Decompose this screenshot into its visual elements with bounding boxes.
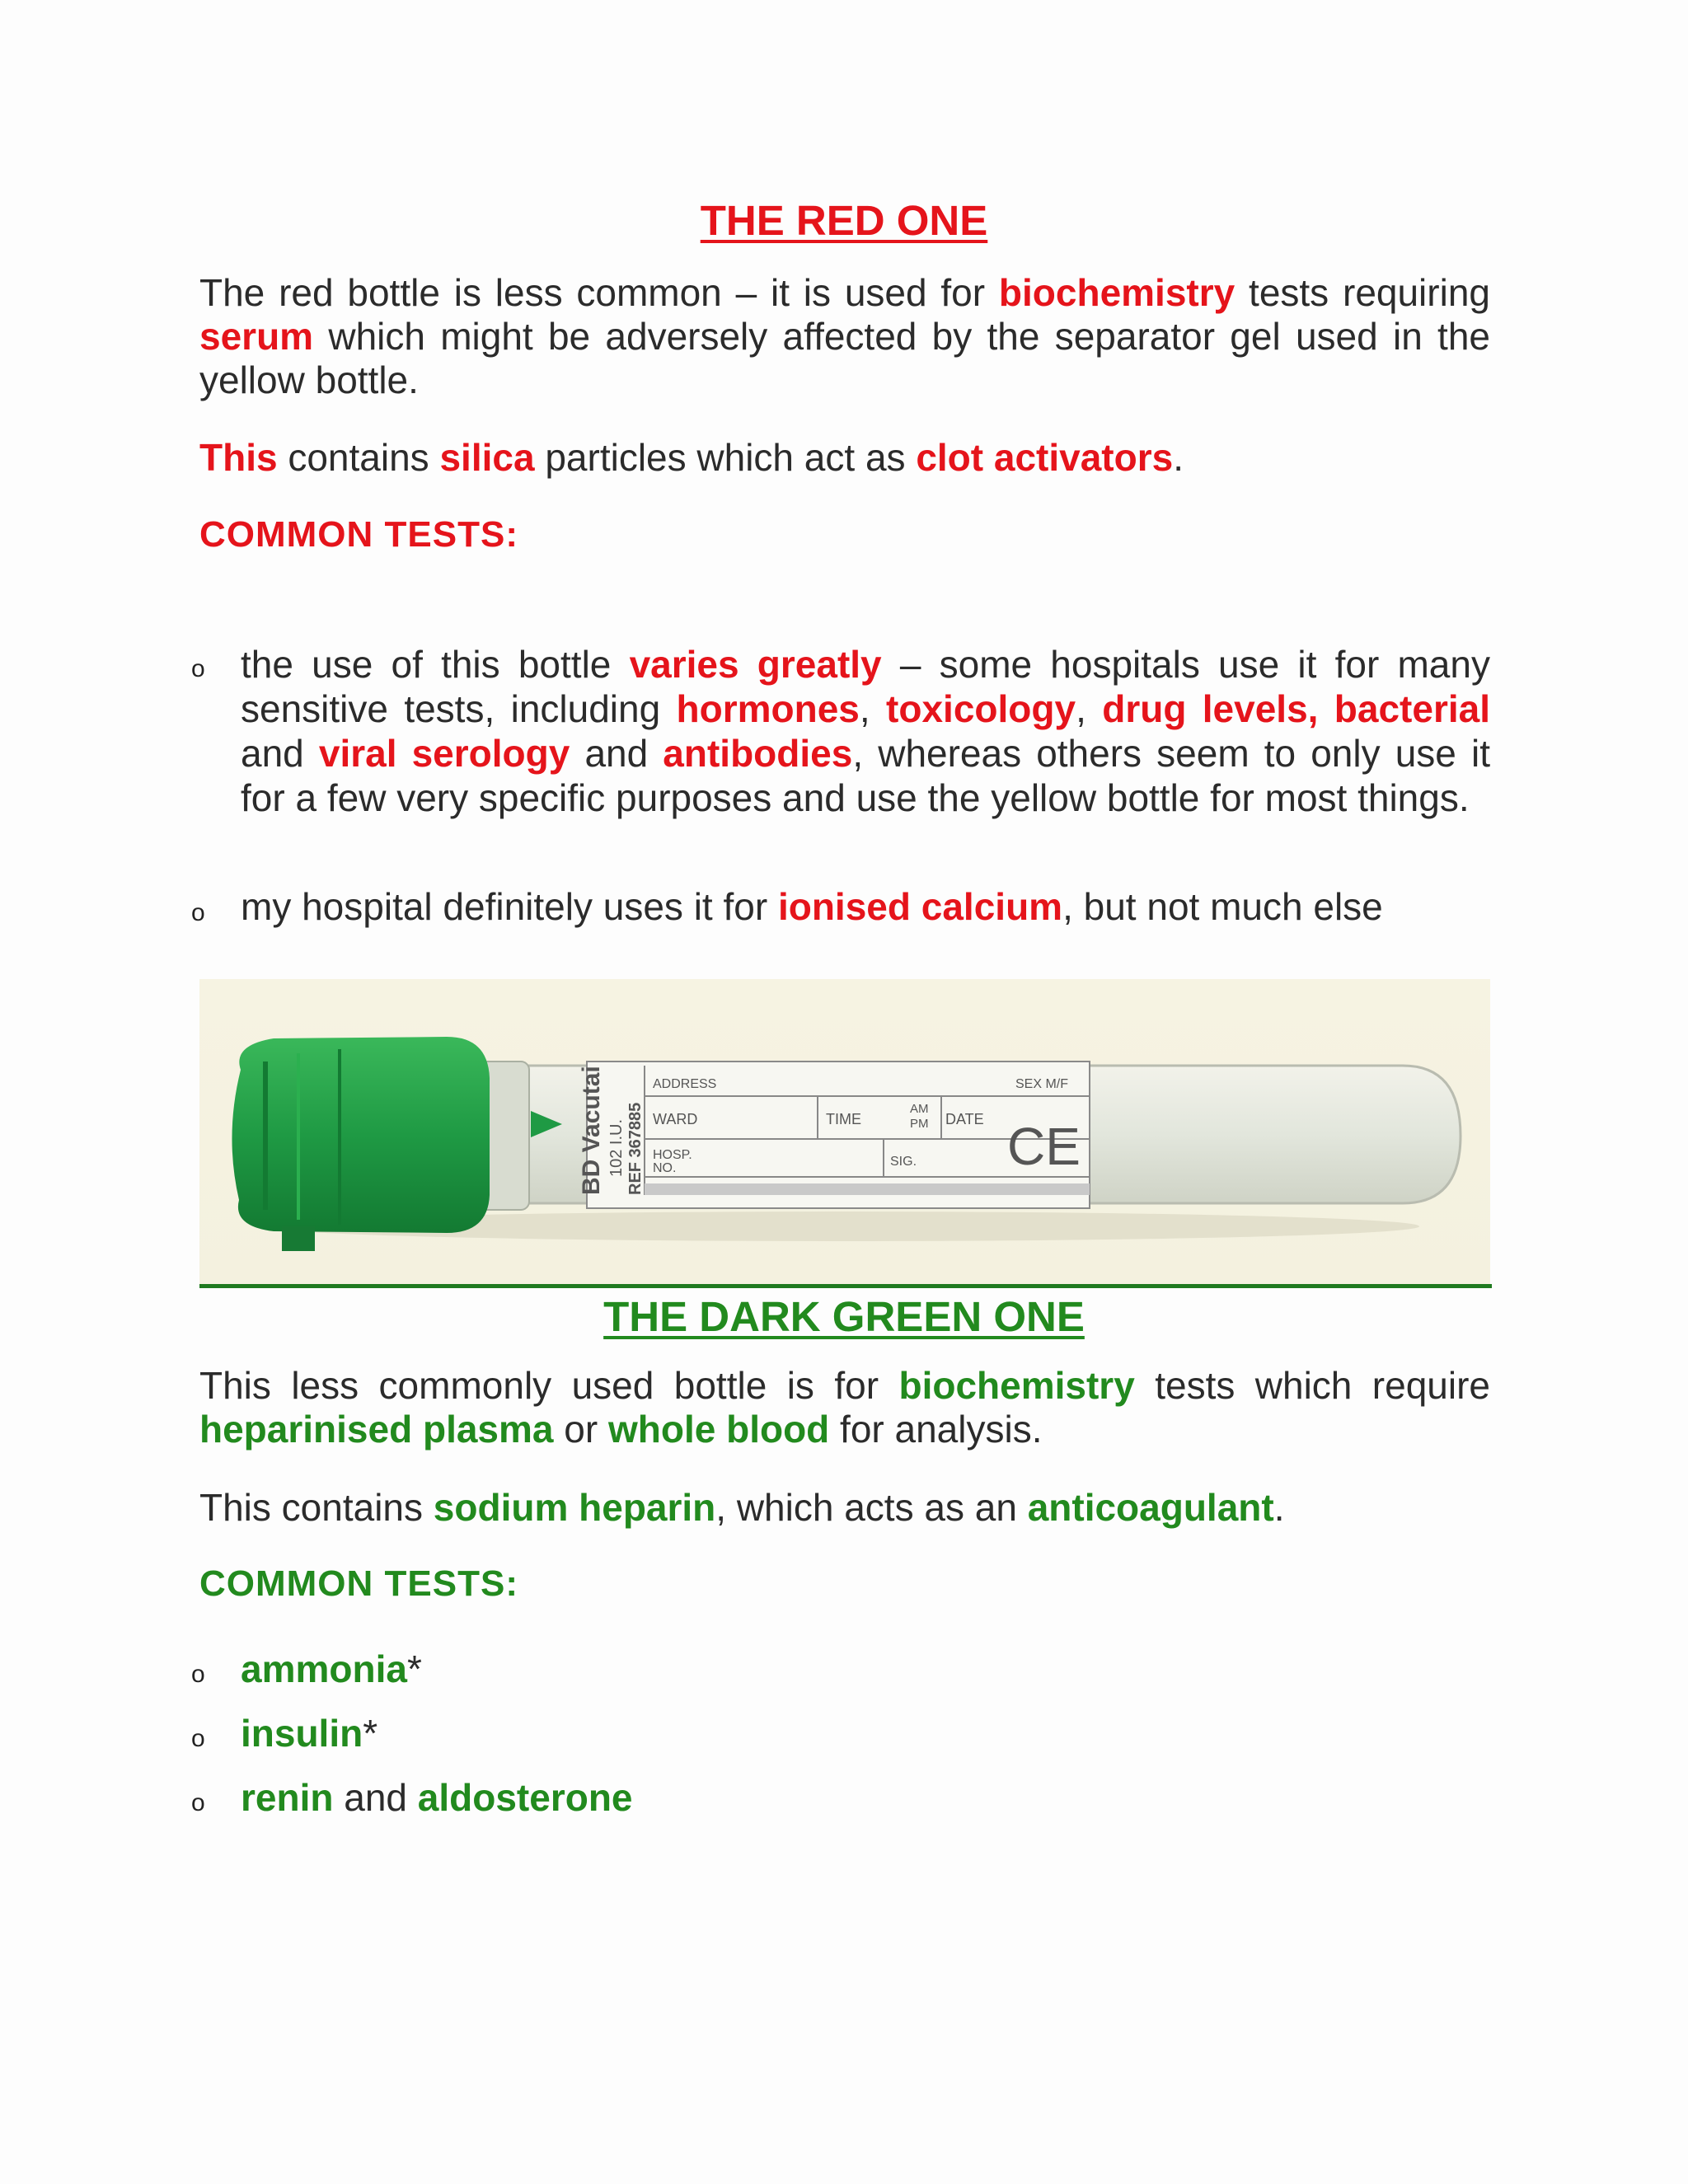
red-test-item-1: the use of this bottle varies greatly – some hospitals use it for many sensitive tests, including hormones, toxicology, drug levels, bacterial and viral serology and antibodies, whereas others seem to only use it for a few very specific purposes and use the yellow bottle for most things. — [241, 643, 1491, 819]
label-no: NO. — [653, 1161, 677, 1175]
label-sex: SEX M/F — [1015, 1077, 1069, 1091]
ce-mark: CE — [1007, 1117, 1081, 1176]
label-ward: WARD — [653, 1111, 698, 1127]
brand-text: BD Vacutai — [578, 1066, 605, 1195]
red-test-item-2: my hospital definitely uses it for ionised calcium, but not much else — [241, 885, 1383, 928]
green-common-tests-label: COMMON TESTS: — [199, 1563, 518, 1604]
label-pm: PM — [910, 1117, 929, 1131]
lot-text: 102 I.U. — [607, 1118, 626, 1177]
label-address: ADDRESS — [653, 1077, 717, 1091]
ref-text: REF 367885 — [626, 1102, 645, 1195]
green-tube-photo — [199, 979, 1490, 1286]
blood-tube-illustration — [199, 979, 1490, 1286]
green-test-item-2: insulin* — [241, 1712, 378, 1755]
red-section-title: THE RED ONE — [700, 197, 988, 244]
green-section-title: THE DARK GREEN ONE — [603, 1293, 1085, 1340]
label-date: DATE — [945, 1111, 984, 1127]
bullet-icon: o — [191, 1789, 205, 1816]
label-sig: SIG. — [890, 1155, 917, 1169]
red-common-tests-label: COMMON TESTS: — [199, 514, 518, 555]
green-paragraph-1: This less commonly used bottle is for biochemistry tests which require heparinised plasma or whole blood for analysis. — [199, 1364, 1490, 1451]
bullet-icon: o — [191, 655, 205, 682]
bullet-icon: o — [191, 899, 205, 926]
red-paragraph-2: This contains silica particles which act as clot activators. — [199, 436, 1184, 479]
green-paragraph-2: This contains sodium heparin, which acts as an anticoagulant. — [199, 1486, 1285, 1529]
label-barcode-strip — [645, 1183, 1090, 1195]
label-time: TIME — [826, 1111, 861, 1127]
label-am: AM — [910, 1102, 929, 1116]
green-test-item-1: ammonia* — [241, 1647, 422, 1690]
section-divider — [199, 1284, 1492, 1288]
green-cap — [232, 1037, 490, 1233]
bullet-icon: o — [191, 1661, 205, 1688]
red-paragraph-1: The red bottle is less common – it is used for biochemistry tests requiring serum which might be adversely affected by the separator gel used in the yellow bottle. — [199, 271, 1490, 401]
cap-tab — [282, 1226, 315, 1251]
label-hosp: HOSP. — [653, 1148, 692, 1162]
green-test-item-3: renin and aldosterone — [241, 1776, 633, 1819]
bullet-icon: o — [191, 1725, 205, 1752]
